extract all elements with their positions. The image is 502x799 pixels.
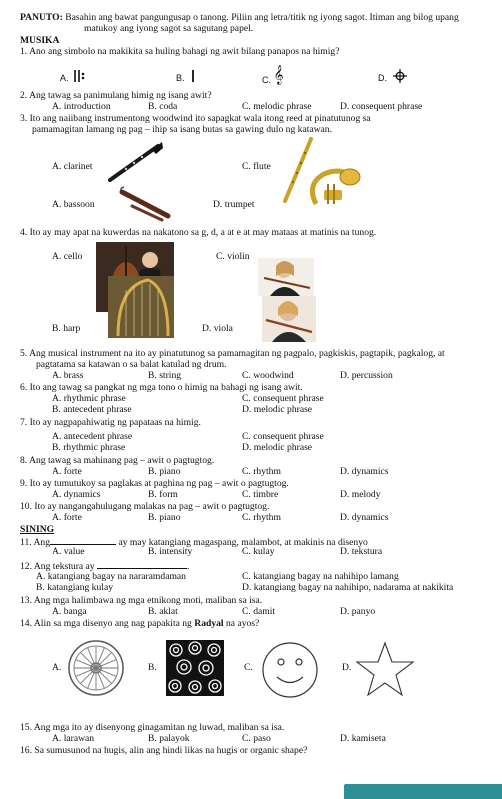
q14-text-pre: 14. Alin sa mga disenyo ang nag papakita ng — [20, 618, 192, 629]
q12-text-post: . — [187, 561, 190, 572]
q1-option-c-label: C. — [262, 75, 271, 85]
repeat-sign-icon — [73, 69, 87, 83]
q5-option-d: D. percussion — [340, 370, 393, 381]
q8-option-a: A. forte — [52, 466, 82, 477]
q4-text: 4. Ito ay may apat na kuwerdas na nakatono sa g, d, a at e at may mataas at matinis na tunog. — [20, 227, 377, 238]
q14-text — [20, 618, 259, 629]
q13-option-c: C. damit — [242, 606, 276, 617]
q4-option-harp: B. harp — [52, 323, 81, 334]
q3-text-2: pamamagitan lamang ng pag – ihip sa isang butas sa gawing dulo ng katawan. — [32, 124, 333, 135]
q9-text: 9. Ito ay tumutukoy sa paglakas at paghina ng pag – awit o pagtugtog. — [20, 478, 289, 489]
bar-line-icon — [189, 69, 197, 83]
q4-option-cello: A. cello — [52, 251, 83, 262]
q1-option-d-label: D. — [378, 73, 387, 83]
q13-text: 13. Ang mga halimbawa ng mga etnikong moti, maliban sa isa. — [20, 595, 263, 606]
q8-text: 8. Ang tawag sa mahinang pag – awit o pagtugtog. — [20, 455, 215, 466]
q9-option-b: B. form — [148, 489, 178, 500]
section-music: MUSIKA — [20, 35, 60, 46]
q7-text: 7. Ito ay nagpapahiwatig ng papataas na himig. — [20, 417, 201, 428]
q13-option-d: D. panyo — [340, 606, 376, 617]
treble-clef-icon: 𝄞 — [273, 65, 284, 85]
q10-text: 10. Ito ay nangangahulugang malakas na pag – awit o pagtugtog. — [20, 501, 270, 512]
bassoon-image — [118, 186, 174, 222]
q12-option-d: D. katangiang bagay na nahihipo, nadarama at nakikita — [242, 582, 454, 593]
q3-text-1: 3. Ito ang naiibang instrumentong woodwind ito sapagkat wala itong reed at pinatutunog sa — [20, 113, 371, 124]
q9-option-d: D. melody — [340, 489, 381, 500]
q1-option-a — [60, 69, 87, 84]
q15-option-d: D. kamiseta — [340, 733, 386, 744]
q15-option-c: C. paso — [242, 733, 271, 744]
q11-option-a: A. value — [52, 546, 85, 557]
instructions-label: PANUTO: — [20, 12, 63, 23]
q16-text: 16. Sa sumusunod na hugis, alin ang hindi likas na hugis or organic shape? — [20, 745, 308, 756]
q5-text-2: pagtatama sa katawan o sa balat katulad ng drum. — [36, 359, 227, 370]
q10-option-b: B. piano — [148, 512, 181, 523]
q13-option-a: A. banga — [52, 606, 87, 617]
q4-option-viola: D. viola — [202, 323, 233, 334]
q4-option-violin: C. violin — [216, 251, 250, 262]
q10-option-d: D. dynamics — [340, 512, 389, 523]
q14-option-c: C. — [244, 662, 253, 673]
q13-option-b: B. aklat — [148, 606, 178, 617]
radial-wheel-design — [66, 638, 126, 698]
q12-option-b: B. katangiang kulay — [36, 582, 113, 593]
instructions-text-1: Basahin ang bawat pangungusap o tanong. Piliin ang letra/titik ng iyong sagot. Itiman ang bilog upang — [65, 12, 459, 23]
q1-option-c — [262, 65, 284, 86]
q5-option-c: C. woodwind — [242, 370, 294, 381]
q11-text-post: ay may katangiang magaspang, malambot, at makinis na disenyo — [118, 537, 368, 548]
q14-option-a: A. — [52, 662, 62, 673]
q9-option-a: A. dynamics — [52, 489, 101, 500]
q6-option-c: C. consequent phrase — [242, 393, 324, 404]
q11-option-d: D. tekstura — [340, 546, 383, 557]
q3-option-trumpet: D. trumpet — [213, 199, 255, 210]
q6-option-a: A. rhythmic phrase — [52, 393, 126, 404]
q15-text: 15. Ang mga ito ay disenyong ginagamitan ng luwad, maliban sa isa. — [20, 722, 285, 733]
q5-option-a: A. brass — [52, 370, 84, 381]
trumpet-image — [306, 164, 364, 214]
q6-option-d: D. melodic phrase — [242, 404, 313, 415]
q1-option-a-label: A. — [60, 73, 69, 83]
q2-option-c: C. melodic phrase — [242, 101, 312, 112]
q11-blank — [50, 535, 116, 545]
violin-player-image-2 — [262, 296, 316, 342]
instructions — [20, 12, 459, 23]
q12-option-c: C. katangiang bagay na nahihipo lamang — [242, 571, 399, 582]
q7-option-a: A. antecedent phrase — [52, 431, 133, 442]
swirl-pattern-design — [166, 640, 224, 696]
q8-option-c: C. rhythm — [242, 466, 281, 477]
q6-option-b: B. antecedent phrase — [52, 404, 132, 415]
q2-option-d: D. consequent phrase — [340, 101, 423, 112]
q9-option-c: C. timbre — [242, 489, 279, 500]
q10-option-c: C. rhythm — [242, 512, 281, 523]
q2-text: 2. Ang tawag sa panimulang himig ng isang awit? — [20, 90, 212, 101]
q11-option-b: B. intensity — [148, 546, 193, 557]
q11-text-pre: 11. Ang — [20, 537, 51, 548]
q11-option-c: C. kulay — [242, 546, 275, 557]
section-art: SINING — [20, 524, 55, 535]
q10-option-a: A. forte — [52, 512, 82, 523]
q1-option-d — [378, 69, 407, 84]
q15-option-a: A. larawan — [52, 733, 95, 744]
q15-option-b: B. palayok — [148, 733, 190, 744]
bottom-teal-bar — [344, 784, 502, 799]
q8-option-b: B. piano — [148, 466, 181, 477]
q3-option-bassoon: A. bassoon — [52, 199, 95, 210]
clarinet-image — [106, 140, 164, 182]
instructions-text-2: matukoy ang iyong sagot sa sagutang papel. — [84, 23, 254, 34]
harp-image — [108, 276, 174, 338]
q1-option-b-label: B. — [176, 73, 185, 83]
q1-option-b — [176, 69, 197, 84]
q7-option-c: C. consequent phrase — [242, 431, 324, 442]
q8-option-d: D. dynamics — [340, 466, 389, 477]
q1-text: 1. Ano ang simbolo na makikita sa huling bahagi ng awit bilang panapos na himig? — [20, 46, 340, 57]
q12-option-a: A. katangiang bagay na nararamdaman — [36, 571, 186, 582]
star-shape-design — [354, 640, 416, 698]
q12-text-pre: 12. Ang tekstura ay — [20, 561, 95, 572]
q7-option-b: B. rhythmic phrase — [52, 442, 126, 453]
q6-text: 6. Ito ang tawag sa pangkat ng mga tono o himig na bahagi ng isang awit. — [20, 382, 303, 393]
q14-option-b: B. — [148, 662, 157, 673]
q14-text-bold: Radyal — [194, 618, 224, 629]
q14-text-post: na ayos? — [226, 618, 260, 629]
q5-option-b: B. string — [148, 370, 182, 381]
q12-blank — [97, 559, 187, 569]
q2-option-a: A. introduction — [52, 101, 111, 112]
coda-sign-icon — [393, 69, 407, 83]
q5-text-1: 5. Ang musical instrument na ito ay pinatutunog sa pamamagitan ng pagpalo, pagkiskis, pagtapik, pagkalog, at — [20, 348, 445, 359]
q3-option-flute: C. flute — [242, 161, 271, 172]
smiley-face-design — [260, 640, 320, 700]
q2-option-b: B. coda — [148, 101, 178, 112]
q14-option-d: D. — [342, 662, 352, 673]
violin-player-image-1 — [258, 258, 314, 296]
q7-option-d: D. melodic phrase — [242, 442, 313, 453]
q3-option-clarinet: A. clarinet — [52, 161, 93, 172]
